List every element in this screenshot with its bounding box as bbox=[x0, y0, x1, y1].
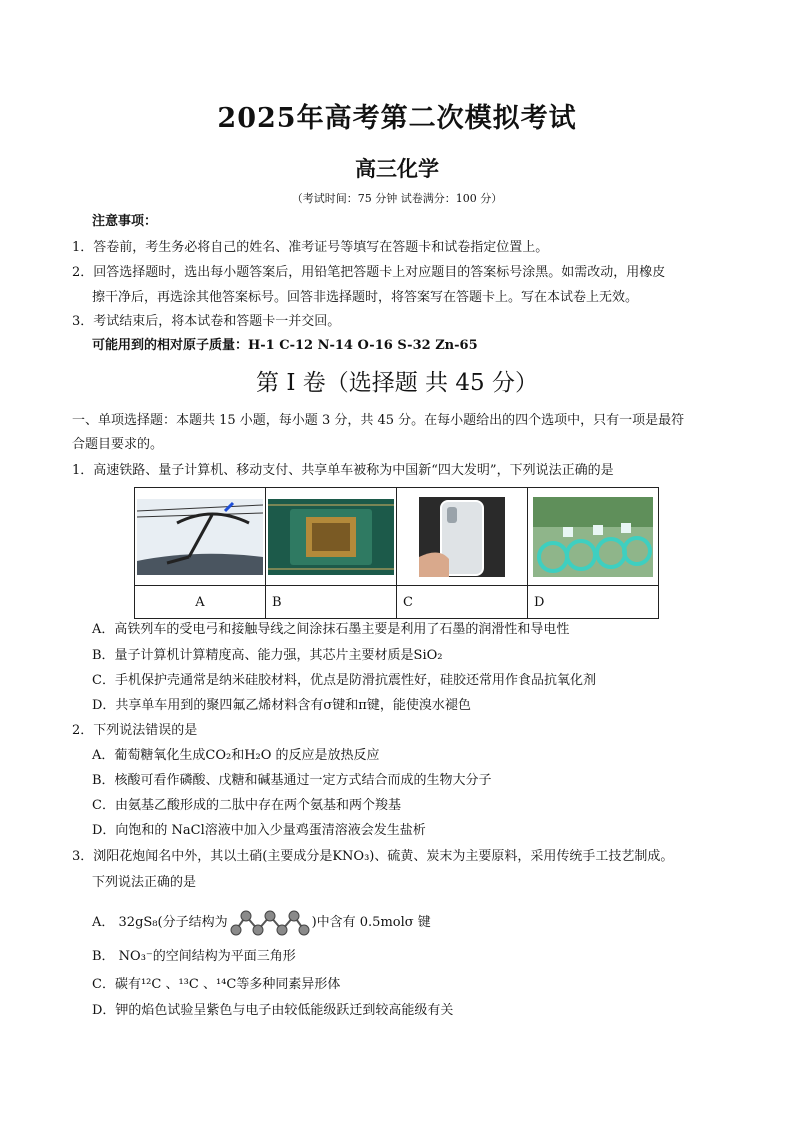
section-title: 第 I 卷（选择题 共 45 分） bbox=[256, 370, 538, 396]
note-item: 2．回答选择题时，选出每小题答案后，用铅笔把答题卡上对应题目的答案标号涂黑。如需改动，用橡皮 bbox=[72, 265, 666, 280]
table-label-d: D bbox=[528, 586, 659, 619]
note-item: 1．答卷前，考生务必将自己的姓名、准考证号等填写在答题卡和试卷指定位置上。 bbox=[72, 240, 549, 255]
q1-option-d: D．共享单车用到的聚四氟乙烯材料含有σ键和π键，能使溴水褪色 bbox=[92, 698, 471, 713]
section-intro: 合题目要求的。 bbox=[72, 437, 164, 452]
q3-option-a-post: )中含有 0.5molσ 键 bbox=[311, 915, 431, 930]
table-label-c: C bbox=[397, 586, 528, 619]
image-cell-a bbox=[135, 488, 266, 586]
q3-option-a-pre: A． 32gS₈(分子结构为 bbox=[92, 915, 228, 930]
exam-title: 2025年高考第二次模拟考试 bbox=[217, 103, 577, 134]
image-cell-d bbox=[528, 488, 659, 586]
note-item: 3．考试结束后，将本试卷和答题卡一并交回。 bbox=[72, 314, 341, 329]
q2-option-a: A．葡萄糖氧化生成CO₂和H₂O 的反应是放热反应 bbox=[92, 748, 380, 763]
q2-option-d: D．向饱和的 NaCl溶液中加入少量鸡蛋清溶液会发生盐析 bbox=[92, 823, 426, 838]
image-cell-b bbox=[266, 488, 397, 586]
exam-info: （考试时间：75 分钟 试卷满分：100 分） bbox=[291, 192, 503, 205]
pantograph-photo-icon bbox=[137, 499, 263, 575]
q1-option-c: C．手机保护壳通常是纳米硅胶材料，优点是防滑抗震性好，硅胶还常用作食品抗氧化剂 bbox=[92, 673, 596, 688]
q2-option-b: B．核酸可看作磷酸、戊糖和碱基通过一定方式结合而成的生物大分子 bbox=[92, 773, 492, 788]
q3-option-b: B． NO₃⁻的空间结构为平面三角形 bbox=[92, 949, 296, 964]
exam-subject: 高三化学 bbox=[355, 156, 439, 181]
question-1-stem: 1．高速铁路、量子计算机、移动支付、共享单车被称为中国新“四大发明”，下列说法正确的是 bbox=[72, 463, 614, 478]
table-label-b: B bbox=[266, 586, 397, 619]
q1-option-a: A．高铁列车的受电弓和接触导线之间涂抹石墨主要是利用了石墨的润滑性和导电性 bbox=[92, 622, 570, 637]
note-item: 擦干净后，再选涂其他答案标号。回答非选择题时，将答案写在答题卡上。写在本试卷上无效。 bbox=[92, 290, 639, 305]
shared-bikes-photo-icon bbox=[533, 497, 653, 577]
s8-ring-structure-icon bbox=[230, 908, 310, 938]
question-2-stem: 2．下列说法错误的是 bbox=[72, 723, 198, 738]
q3-option-a bbox=[92, 908, 431, 938]
q2-option-c: C．由氨基乙酸形成的二肽中存在两个氨基和两个羧基 bbox=[92, 798, 401, 813]
section-intro: 一、单项选择题：本题共 15 小题，每小题 3 分，共 45 分。在每小题给出的四个选项中，只有一项是最符 bbox=[72, 413, 685, 428]
q3-option-d: D．钾的焰色试验呈紫色与电子由较低能级跃迁到较高能级有关 bbox=[92, 1003, 454, 1018]
q1-option-b: B．量子计算机计算精度高、能力强，其芯片主要材质是SiO₂ bbox=[92, 648, 443, 663]
question-3-stem: 3．浏阳花炮闻名中外，其以土硝(主要成分是KNO₃)、硫黄、炭末为主要原料，采用传统手工技艺制成。 bbox=[72, 849, 674, 864]
phone-case-photo-icon bbox=[419, 497, 505, 577]
table-label-a: A bbox=[135, 586, 266, 619]
atomic-masses: 可能用到的相对原子质量：H-1 C-12 N-14 O-16 S-32 Zn-65 bbox=[92, 338, 478, 353]
cpu-chip-photo-icon bbox=[268, 499, 394, 575]
q3-option-c: C．碳有¹²C 、¹³C 、¹⁴C等多种同素异形体 bbox=[92, 977, 341, 992]
notes-heading: 注意事项： bbox=[92, 214, 158, 229]
question-3-stem-cont: 下列说法正确的是 bbox=[92, 875, 197, 890]
image-cell-c bbox=[397, 488, 528, 586]
question-1-image-table bbox=[134, 487, 659, 619]
